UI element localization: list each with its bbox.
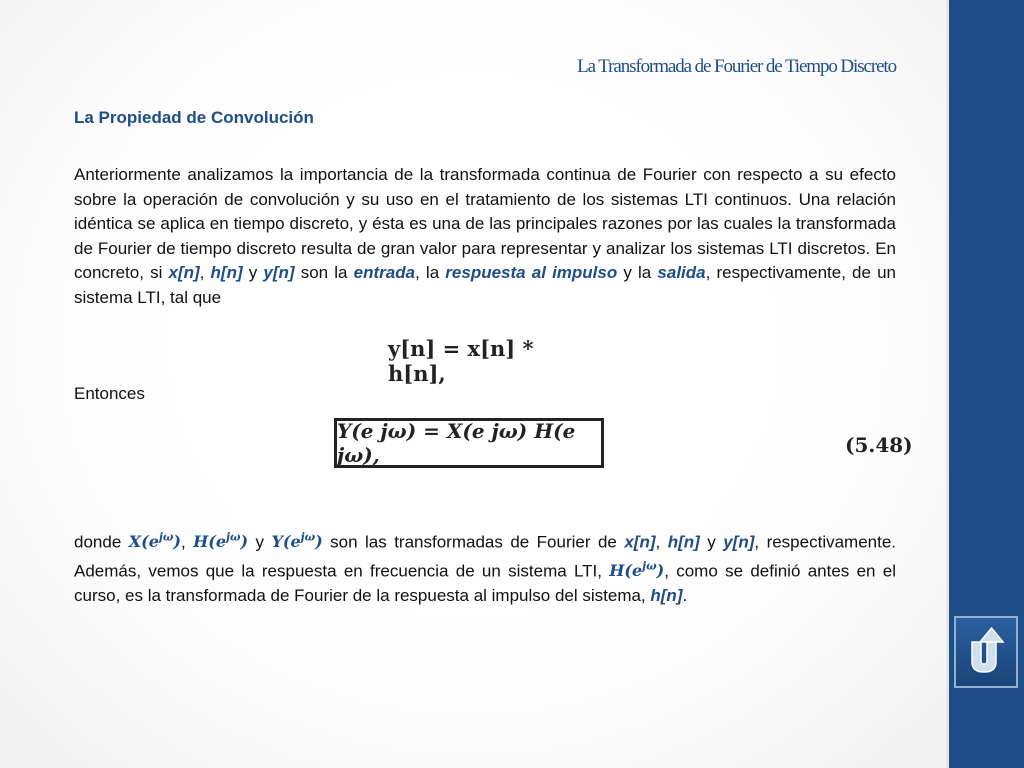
hn-term: h[n]: [650, 585, 683, 605]
yn-term: y[n]: [263, 263, 295, 282]
hn-term: h[n]: [210, 263, 243, 282]
text: , como se definió antes en el curso, es la transformada de Fourier de la respuesta al impulso del sistema,: [74, 561, 896, 605]
text: , respectivamente, de un sistema LTI, tal que: [74, 263, 897, 307]
page-title: La Transformada de Fourier de Tiempo Discreto: [577, 56, 896, 77]
xn-term: x[n]: [624, 532, 656, 552]
text: y: [242, 263, 264, 282]
paren: ): [315, 532, 323, 552]
entrada-term: entrada: [353, 263, 416, 282]
hn-term: h[n]: [667, 532, 700, 552]
exponent: jω: [158, 531, 174, 544]
exponent: jω: [300, 531, 316, 544]
section-heading: La Propiedad de Convolución: [74, 108, 314, 127]
text: .: [682, 585, 688, 605]
text: donde: [74, 532, 129, 552]
text: ,: [199, 263, 211, 282]
paren: ): [240, 532, 249, 552]
convolution-equation: y[n] = x[n] * h[n],: [388, 336, 534, 386]
H-base: H(e: [609, 561, 643, 581]
text: son las transformadas de Fourier de: [322, 532, 625, 552]
Y-base: Y(e: [271, 532, 301, 552]
X-transform: [129, 532, 181, 551]
H-frequency-response: [609, 561, 664, 580]
return-button[interactable]: [954, 616, 1018, 688]
X-base: X(e: [128, 532, 159, 552]
paren: ): [173, 532, 181, 552]
text: son la: [294, 263, 354, 282]
text: Anteriormente analizamos la importancia de la transformada continua de Fourier con respecto a su efecto sobre la operación de convolución y su uso en el tratamiento de los sistemas LTI continuos. Una relación idéntica se aplica en tiempo discreto, y ésta es una de las principales razones por las cuales la transformada de Fourier de tiempo discreto resulta de gran valor para representar y analizar los sistemas LTI discretos. En concreto, si: [74, 165, 896, 282]
respuesta-term: respuesta al impulso: [445, 263, 618, 282]
exponent: jω: [642, 559, 657, 573]
boxed-equation: Y(e jω) = X(e jω) H(e jω),: [334, 418, 604, 468]
text: , la: [415, 263, 446, 282]
text: y la: [617, 263, 658, 282]
salida-term: salida: [657, 263, 706, 282]
H-transform: [193, 532, 248, 551]
text: ,: [180, 532, 194, 552]
xn-term: x[n]: [168, 263, 200, 282]
yn-term: y[n]: [723, 532, 755, 552]
Y-transform: [271, 532, 322, 551]
text: ,: [655, 532, 668, 552]
text: , respectivamente. Además, vemos que la respuesta en frecuencia de un sistema LTI,: [74, 532, 897, 581]
paren: ): [656, 561, 665, 581]
text: y: [248, 532, 272, 552]
equation-number: (5.48): [845, 433, 913, 457]
H-base: H(e: [193, 532, 227, 552]
text: y: [699, 532, 724, 552]
exponent: jω: [226, 531, 241, 544]
return-arrow-icon: [963, 626, 1009, 678]
intro-paragraph: [74, 163, 896, 310]
entonces-label: Entonces: [74, 384, 145, 403]
explanation-paragraph: [74, 526, 896, 608]
